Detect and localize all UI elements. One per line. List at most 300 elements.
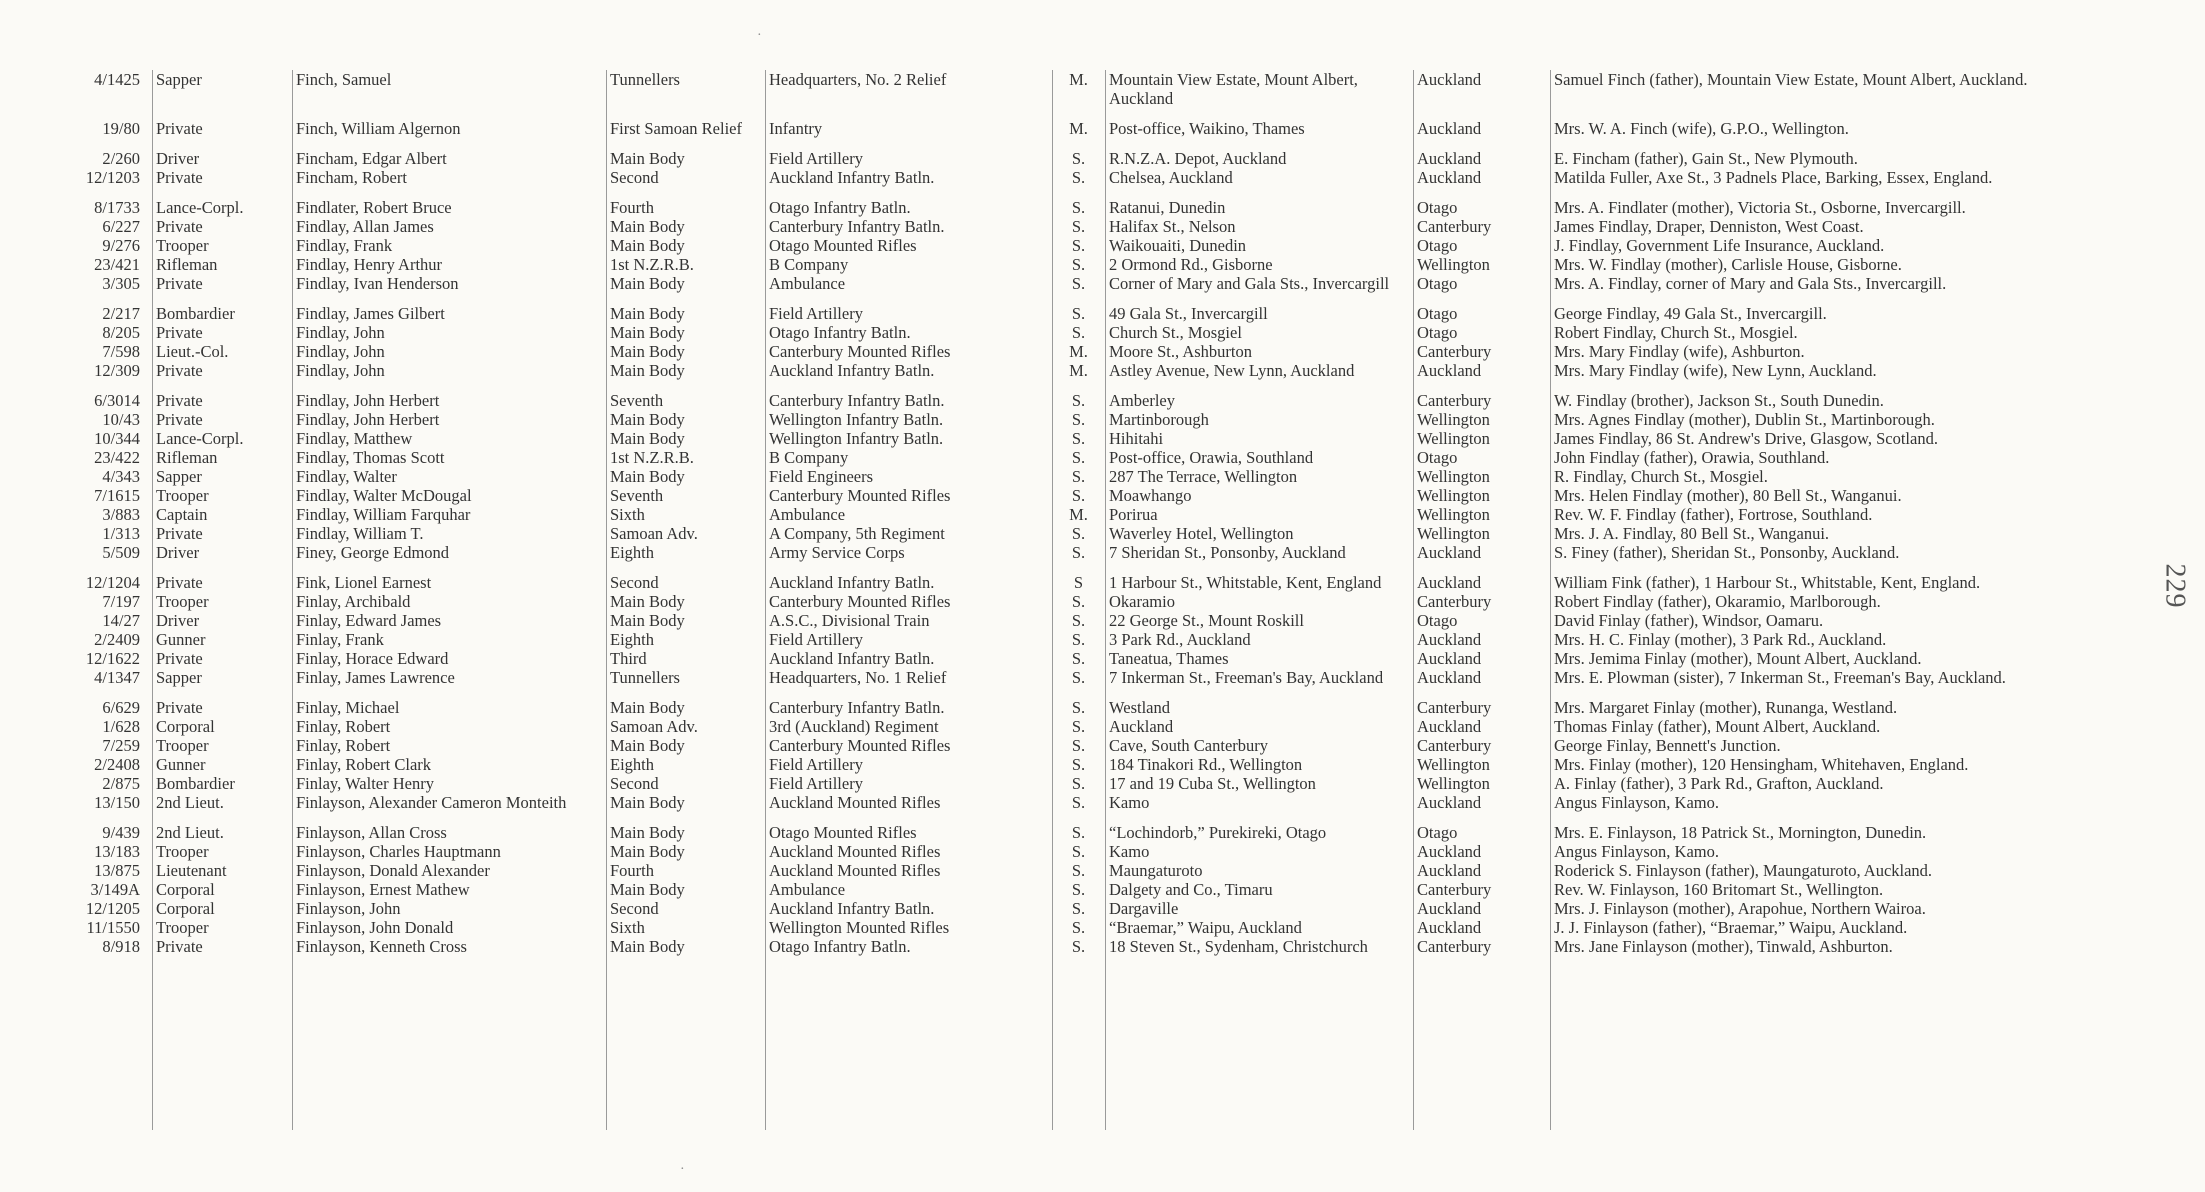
last-address: Halifax St., Nelson	[1109, 217, 1236, 236]
soldier-name: Finlay, Horace Edward	[296, 649, 449, 668]
district: Auckland	[1417, 361, 1482, 380]
district: Canterbury	[1417, 391, 1492, 410]
table-row	[40, 217, 2130, 236]
rank: Gunner	[156, 755, 206, 774]
rank: Private	[156, 410, 203, 429]
district: Wellington	[1417, 429, 1490, 448]
district: Auckland	[1417, 70, 1482, 89]
regimental-number: 3/149A	[90, 880, 140, 899]
last-address: Waverley Hotel, Wellington	[1109, 524, 1294, 543]
draft: Main Body	[610, 736, 685, 755]
last-address: Moawhango	[1109, 486, 1192, 505]
soldier-name: Finlay, Robert	[296, 736, 391, 755]
district: Auckland	[1417, 573, 1482, 592]
table-row	[40, 562, 2130, 592]
unit: Canterbury Infantry Batln.	[769, 698, 945, 717]
draft: Main Body	[610, 323, 685, 342]
marital-status: S.	[1071, 668, 1086, 687]
district: Auckland	[1417, 918, 1482, 937]
soldier-name: Finlay, Edward James	[296, 611, 442, 630]
regimental-number: 13/875	[94, 861, 140, 880]
draft: Tunnellers	[610, 668, 680, 687]
last-address: Waikouaiti, Dunedin	[1109, 236, 1247, 255]
draft: Main Body	[610, 236, 685, 255]
last-address: Chelsea, Auckland	[1109, 168, 1233, 187]
last-address: Kamo	[1109, 842, 1150, 861]
last-address: Westland	[1109, 698, 1170, 717]
next-of-kin: J. J. Finlayson (father), “Braemar,” Waipu, Auckland.	[1554, 918, 1908, 937]
regimental-number: 4/1347	[94, 668, 140, 687]
draft: Eighth	[610, 755, 654, 774]
district: Otago	[1417, 323, 1458, 342]
marital-status: M.	[1069, 70, 1088, 89]
soldier-name: Findlay, Henry Arthur	[296, 255, 443, 274]
district: Wellington	[1417, 255, 1490, 274]
next-of-kin: Mrs. E. Finlayson, 18 Patrick St., Mornington, Dunedin.	[1554, 823, 1927, 842]
rank: Driver	[156, 543, 200, 562]
regimental-number: 13/183	[94, 842, 140, 861]
draft: Main Body	[610, 304, 685, 323]
marital-status: S.	[1071, 611, 1086, 630]
last-address: 7 Inkerman St., Freeman's Bay, Auckland	[1109, 668, 1384, 687]
marital-status: S.	[1071, 217, 1086, 236]
soldier-name: Findlay, John	[296, 361, 385, 380]
district: Canterbury	[1417, 342, 1492, 361]
rank: Private	[156, 119, 203, 138]
regimental-number: 7/1615	[94, 486, 140, 505]
next-of-kin: George Findlay, 49 Gala St., Invercargill.	[1554, 304, 1827, 323]
marital-status: S.	[1071, 255, 1086, 274]
table-row	[40, 736, 2130, 755]
regimental-number: 8/205	[102, 323, 140, 342]
regimental-number: 5/509	[102, 543, 140, 562]
next-of-kin: Mrs. Mary Findlay (wife), New Lynn, Auckland.	[1554, 361, 1877, 380]
rank: Private	[156, 649, 203, 668]
marital-status: M.	[1069, 119, 1088, 138]
soldier-name: Findlay, William T.	[296, 524, 424, 543]
regimental-number: 4/343	[102, 467, 140, 486]
draft: Main Body	[610, 429, 685, 448]
draft: Second	[610, 774, 659, 793]
soldier-name: Finey, George Edmond	[296, 543, 450, 562]
regimental-number: 12/1205	[85, 899, 140, 918]
next-of-kin: Angus Finlayson, Kamo.	[1554, 793, 1719, 812]
next-of-kin: Mrs. Jemima Finlay (mother), Mount Albert, Auckland.	[1554, 649, 1922, 668]
next-of-kin: Mrs. H. C. Finlay (mother), 3 Park Rd., Auckland.	[1554, 630, 1887, 649]
rank: Lance-Corpl.	[156, 429, 244, 448]
rank: Driver	[156, 611, 200, 630]
draft: Main Body	[610, 361, 685, 380]
regimental-number: 2/2408	[94, 755, 140, 774]
table-row	[40, 255, 2130, 274]
rank: Trooper	[156, 592, 209, 611]
last-address: Maungaturoto	[1109, 861, 1203, 880]
marital-status: S.	[1071, 649, 1086, 668]
soldier-name: Finlay, Frank	[296, 630, 384, 649]
next-of-kin: Thomas Finlay (father), Mount Albert, Auckland.	[1554, 717, 1881, 736]
scan-mark: ·	[757, 28, 762, 43]
soldier-name: Findlay, John Herbert	[296, 391, 440, 410]
draft: Sixth	[610, 918, 645, 937]
rank: Sapper	[156, 70, 202, 89]
rank: Trooper	[156, 736, 209, 755]
district: Canterbury	[1417, 937, 1492, 956]
nominal-roll-table	[40, 70, 2130, 956]
district: Otago	[1417, 304, 1458, 323]
marital-status: S.	[1071, 524, 1086, 543]
last-address: R.N.Z.A. Depot, Auckland	[1109, 149, 1287, 168]
soldier-name: Findlay, John Herbert	[296, 410, 440, 429]
draft: Fourth	[610, 198, 655, 217]
unit: Wellington Mounted Rifles	[769, 918, 950, 937]
draft: Third	[610, 649, 647, 668]
draft: Samoan Adv.	[610, 717, 698, 736]
last-address: Moore St., Ashburton	[1109, 342, 1253, 361]
last-address: Ratanui, Dunedin	[1109, 198, 1226, 217]
draft: Seventh	[610, 486, 664, 505]
rank: Private	[156, 274, 203, 293]
next-of-kin: Mrs. J. Finlayson (mother), Arapohue, Northern Wairoa.	[1554, 899, 1926, 918]
last-address: 287 The Terrace, Wellington	[1109, 467, 1298, 486]
regimental-number: 4/1425	[94, 70, 140, 89]
unit: Canterbury Mounted Rifles	[769, 592, 951, 611]
last-address: 184 Tinakori Rd., Wellington	[1109, 755, 1303, 774]
next-of-kin: Mrs. Finlay (mother), 120 Hensingham, Whitehaven, England.	[1554, 755, 1969, 774]
rank: Captain	[156, 505, 208, 524]
unit: A Company, 5th Regiment	[769, 524, 945, 543]
district: Wellington	[1417, 755, 1490, 774]
soldier-name: Finlayson, John Donald	[296, 918, 454, 937]
roll-rows	[40, 70, 2130, 956]
marital-status: S.	[1071, 899, 1086, 918]
marital-status: S.	[1071, 793, 1086, 812]
next-of-kin: Mrs. Margaret Finlay (mother), Runanga, Westland.	[1554, 698, 1898, 717]
unit: Auckland Infantry Batln.	[769, 573, 935, 592]
scan-mark: ·	[680, 1162, 685, 1177]
draft: Main Body	[610, 611, 685, 630]
unit: B Company	[769, 255, 849, 274]
rank: Lieut.-Col.	[156, 342, 229, 361]
marital-status: S.	[1071, 592, 1086, 611]
next-of-kin: A. Finlay (father), 3 Park Rd., Grafton, Auckland.	[1554, 774, 1884, 793]
last-address: Dargaville	[1109, 899, 1179, 918]
table-row	[40, 274, 2130, 293]
draft: Main Body	[610, 823, 685, 842]
regimental-number: 9/439	[102, 823, 140, 842]
table-row	[40, 380, 2130, 410]
marital-status: S.	[1071, 274, 1086, 293]
unit: Canterbury Mounted Rifles	[769, 736, 951, 755]
regimental-number: 2/217	[102, 304, 140, 323]
district: Wellington	[1417, 524, 1490, 543]
rank: Private	[156, 524, 203, 543]
soldier-name: Findlay, James Gilbert	[296, 304, 445, 323]
table-row	[40, 448, 2130, 467]
soldier-name: Finlayson, Allan Cross	[296, 823, 447, 842]
marital-status: S.	[1071, 486, 1086, 505]
regimental-number: 23/421	[94, 255, 140, 274]
next-of-kin: Mrs. A. Findlater (mother), Victoria St., Osborne, Invercargill.	[1554, 198, 1966, 217]
next-of-kin: Robert Findlay, Church St., Mosgiel.	[1554, 323, 1798, 342]
marital-status: S.	[1071, 304, 1086, 323]
unit: Wellington Infantry Batln.	[769, 410, 944, 429]
marital-status: S.	[1071, 429, 1086, 448]
marital-status: S.	[1071, 698, 1086, 717]
unit: Auckland Mounted Rifles	[769, 793, 941, 812]
unit: Canterbury Mounted Rifles	[769, 342, 951, 361]
district: Canterbury	[1417, 880, 1492, 899]
next-of-kin: David Finlay (father), Windsor, Oamaru.	[1554, 611, 1824, 630]
regimental-number: 2/2409	[94, 630, 140, 649]
soldier-name: Finlayson, Kenneth Cross	[296, 937, 467, 956]
next-of-kin: R. Findlay, Church St., Mosgiel.	[1554, 467, 1768, 486]
draft: Second	[610, 899, 659, 918]
district: Canterbury	[1417, 736, 1492, 755]
soldier-name: Findlay, Allan James	[296, 217, 434, 236]
draft: Sixth	[610, 505, 645, 524]
unit: Field Engineers	[769, 467, 874, 486]
regimental-number: 7/598	[102, 342, 140, 361]
marital-status: S.	[1071, 168, 1086, 187]
last-address: Post-office, Waikino, Thames	[1109, 119, 1305, 138]
unit: Otago Infantry Batln.	[769, 937, 911, 956]
district: Canterbury	[1417, 592, 1492, 611]
district: Otago	[1417, 611, 1458, 630]
soldier-name: Findlay, John	[296, 323, 385, 342]
table-row	[40, 717, 2130, 736]
regimental-number: 12/1204	[85, 573, 140, 592]
table-row	[40, 793, 2130, 812]
rank: Trooper	[156, 918, 209, 937]
soldier-name: Findlay, Frank	[296, 236, 393, 255]
unit: Canterbury Infantry Batln.	[769, 391, 945, 410]
unit: 3rd (Auckland) Regiment	[769, 717, 939, 736]
draft: Eighth	[610, 630, 654, 649]
draft: Eighth	[610, 543, 654, 562]
table-row	[40, 861, 2130, 880]
table-row	[40, 486, 2130, 505]
unit: Otago Infantry Batln.	[769, 198, 911, 217]
district: Auckland	[1417, 899, 1482, 918]
last-address: Church St., Mosgiel	[1109, 323, 1242, 342]
marital-status: S.	[1071, 410, 1086, 429]
soldier-name: Findlay, Matthew	[296, 429, 413, 448]
table-row	[40, 899, 2130, 918]
soldier-name: Finlayson, Alexander Cameron Monteith	[296, 793, 567, 812]
rank: Trooper	[156, 486, 209, 505]
soldier-name: Finlayson, John	[296, 899, 401, 918]
next-of-kin: W. Findlay (brother), Jackson St., South Dunedin.	[1554, 391, 1884, 410]
table-row	[40, 524, 2130, 543]
rank: Corporal	[156, 899, 215, 918]
draft: Main Body	[610, 793, 685, 812]
next-of-kin: George Finlay, Bennett's Junction.	[1554, 736, 1781, 755]
regimental-number: 8/1733	[94, 198, 140, 217]
district: Otago	[1417, 236, 1458, 255]
marital-status: S.	[1071, 842, 1086, 861]
regimental-number: 12/1203	[85, 168, 140, 187]
next-of-kin: James Findlay, Draper, Denniston, West Coast.	[1554, 217, 1864, 236]
table-row	[40, 187, 2130, 217]
unit: Otago Mounted Rifles	[769, 823, 917, 842]
regimental-number: 1/313	[102, 524, 140, 543]
next-of-kin: Mrs. W. Findlay (mother), Carlisle House, Gisborne.	[1554, 255, 1902, 274]
unit: Ambulance	[769, 505, 846, 524]
next-of-kin: Mrs. W. A. Finch (wife), G.P.O., Wellington.	[1554, 119, 1849, 138]
regimental-number: 12/309	[94, 361, 140, 380]
marital-status: M.	[1069, 505, 1088, 524]
district: Otago	[1417, 274, 1458, 293]
draft: Seventh	[610, 391, 664, 410]
last-address: Cave, South Canterbury	[1109, 736, 1269, 755]
table-row	[40, 543, 2130, 562]
district: Auckland	[1417, 668, 1482, 687]
draft: Main Body	[610, 410, 685, 429]
unit: Headquarters, No. 2 Relief	[769, 70, 947, 89]
last-address: Kamo	[1109, 793, 1150, 812]
next-of-kin: John Findlay (father), Orawia, Southland.	[1554, 448, 1830, 467]
soldier-name: Findlay, Walter McDougal	[296, 486, 472, 505]
table-row	[40, 236, 2130, 255]
district: Canterbury	[1417, 698, 1492, 717]
table-row	[40, 649, 2130, 668]
table-row	[40, 774, 2130, 793]
marital-status: S.	[1071, 543, 1086, 562]
last-address: 7 Sheridan St., Ponsonby, Auckland	[1109, 543, 1346, 562]
district: Canterbury	[1417, 217, 1492, 236]
draft: Samoan Adv.	[610, 524, 698, 543]
regimental-number: 12/1622	[85, 649, 140, 668]
next-of-kin: Roderick S. Finlayson (father), Maungaturoto, Auckland.	[1554, 861, 1933, 880]
draft: 1st N.Z.R.B.	[610, 448, 694, 467]
marital-status: S	[1073, 573, 1084, 592]
next-of-kin: Mrs. Agnes Findlay (mother), Dublin St., Martinborough.	[1554, 410, 1935, 429]
rank: Sapper	[156, 467, 202, 486]
rank: Trooper	[156, 842, 209, 861]
table-row	[40, 293, 2130, 323]
marital-status: S.	[1071, 717, 1086, 736]
next-of-kin: Mrs. E. Plowman (sister), 7 Inkerman St., Freeman's Bay, Auckland.	[1554, 668, 2006, 687]
draft: Main Body	[610, 880, 685, 899]
regimental-number: 3/883	[102, 505, 140, 524]
regimental-number: 6/629	[102, 698, 140, 717]
marital-status: S.	[1071, 755, 1086, 774]
table-row	[40, 630, 2130, 649]
rank: Private	[156, 168, 203, 187]
soldier-name: Finlayson, Donald Alexander	[296, 861, 490, 880]
regimental-number: 10/344	[94, 429, 140, 448]
table-row	[40, 108, 2130, 138]
draft: Main Body	[610, 698, 685, 717]
rank: 2nd Lieut.	[156, 823, 224, 842]
soldier-name: Finlay, Walter Henry	[296, 774, 434, 793]
marital-status: S.	[1071, 918, 1086, 937]
next-of-kin: William Fink (father), 1 Harbour St., Whitstable, Kent, England.	[1554, 573, 1981, 592]
marital-status: S.	[1071, 774, 1086, 793]
rank: Sapper	[156, 668, 202, 687]
marital-status: S.	[1071, 149, 1086, 168]
district: Auckland	[1417, 793, 1482, 812]
rank: Lieutenant	[156, 861, 227, 880]
district: Auckland	[1417, 543, 1482, 562]
next-of-kin: James Findlay, 86 St. Andrew's Drive, Glasgow, Scotland.	[1554, 429, 1938, 448]
marital-status: S.	[1071, 391, 1086, 410]
rank: Bombardier	[156, 304, 235, 323]
table-row	[40, 668, 2130, 687]
unit: Infantry	[769, 119, 823, 138]
table-row	[40, 592, 2130, 611]
draft: Main Body	[610, 842, 685, 861]
unit: Auckland Infantry Batln.	[769, 649, 935, 668]
last-address: 22 George St., Mount Roskill	[1109, 611, 1304, 630]
table-row	[40, 755, 2130, 774]
regimental-number: 8/918	[102, 937, 140, 956]
last-address: 49 Gala St., Invercargill	[1109, 304, 1268, 323]
rank: Trooper	[156, 236, 209, 255]
draft: Main Body	[610, 274, 685, 293]
table-row	[40, 505, 2130, 524]
district: Wellington	[1417, 505, 1490, 524]
next-of-kin: Mrs. A. Findlay, corner of Mary and Gala Sts., Invercargill.	[1554, 274, 1947, 293]
marital-status: S.	[1071, 630, 1086, 649]
rank: Corporal	[156, 717, 215, 736]
regimental-number: 7/197	[102, 592, 140, 611]
marital-status: S.	[1071, 736, 1086, 755]
last-address: Okaramio	[1109, 592, 1175, 611]
unit: Auckland Mounted Rifles	[769, 842, 941, 861]
rank: Private	[156, 698, 203, 717]
soldier-name: Finlay, Robert	[296, 717, 391, 736]
table-row	[40, 687, 2130, 717]
last-address: 2 Ormond Rd., Gisborne	[1109, 255, 1273, 274]
marital-status: S.	[1071, 467, 1086, 486]
unit: Ambulance	[769, 274, 846, 293]
soldier-name: Findlay, John	[296, 342, 385, 361]
district: Wellington	[1417, 410, 1490, 429]
unit: Field Artillery	[769, 630, 863, 649]
district: Auckland	[1417, 717, 1482, 736]
rank: Private	[156, 217, 203, 236]
marital-status: S.	[1071, 236, 1086, 255]
next-of-kin: S. Finey (father), Sheridan St., Ponsonby, Auckland.	[1554, 543, 1900, 562]
rank: Rifleman	[156, 255, 218, 274]
next-of-kin: Mrs. Jane Finlayson (mother), Tinwald, Ashburton.	[1554, 937, 1893, 956]
unit: Auckland Mounted Rifles	[769, 861, 941, 880]
regimental-number: 6/3014	[94, 391, 140, 410]
last-address: 17 and 19 Cuba St., Wellington	[1109, 774, 1316, 793]
next-of-kin: Mrs. Helen Findlay (mother), 80 Bell St., Wanganui.	[1554, 486, 1902, 505]
rank: Bombardier	[156, 774, 235, 793]
table-row	[40, 842, 2130, 861]
unit: Auckland Infantry Batln.	[769, 168, 935, 187]
next-of-kin: J. Findlay, Government Life Insurance, Auckland.	[1554, 236, 1885, 255]
unit: Canterbury Mounted Rifles	[769, 486, 951, 505]
soldier-name: Finlay, Robert Clark	[296, 755, 432, 774]
next-of-kin: Mrs. Mary Findlay (wife), Ashburton.	[1554, 342, 1805, 361]
regimental-number: 6/227	[102, 217, 140, 236]
table-row	[40, 937, 2130, 956]
district: Auckland	[1417, 149, 1482, 168]
unit: Auckland Infantry Batln.	[769, 361, 935, 380]
last-address: Mountain View Estate, Mount Albert, Auckland	[1109, 70, 1358, 108]
district: Auckland	[1417, 842, 1482, 861]
draft: Tunnellers	[610, 70, 680, 89]
regimental-number: 1/628	[102, 717, 140, 736]
last-address: Hihitahi	[1109, 429, 1164, 448]
last-address: Corner of Mary and Gala Sts., Invercargill	[1109, 274, 1390, 293]
draft: Main Body	[610, 342, 685, 361]
district: Wellington	[1417, 774, 1490, 793]
